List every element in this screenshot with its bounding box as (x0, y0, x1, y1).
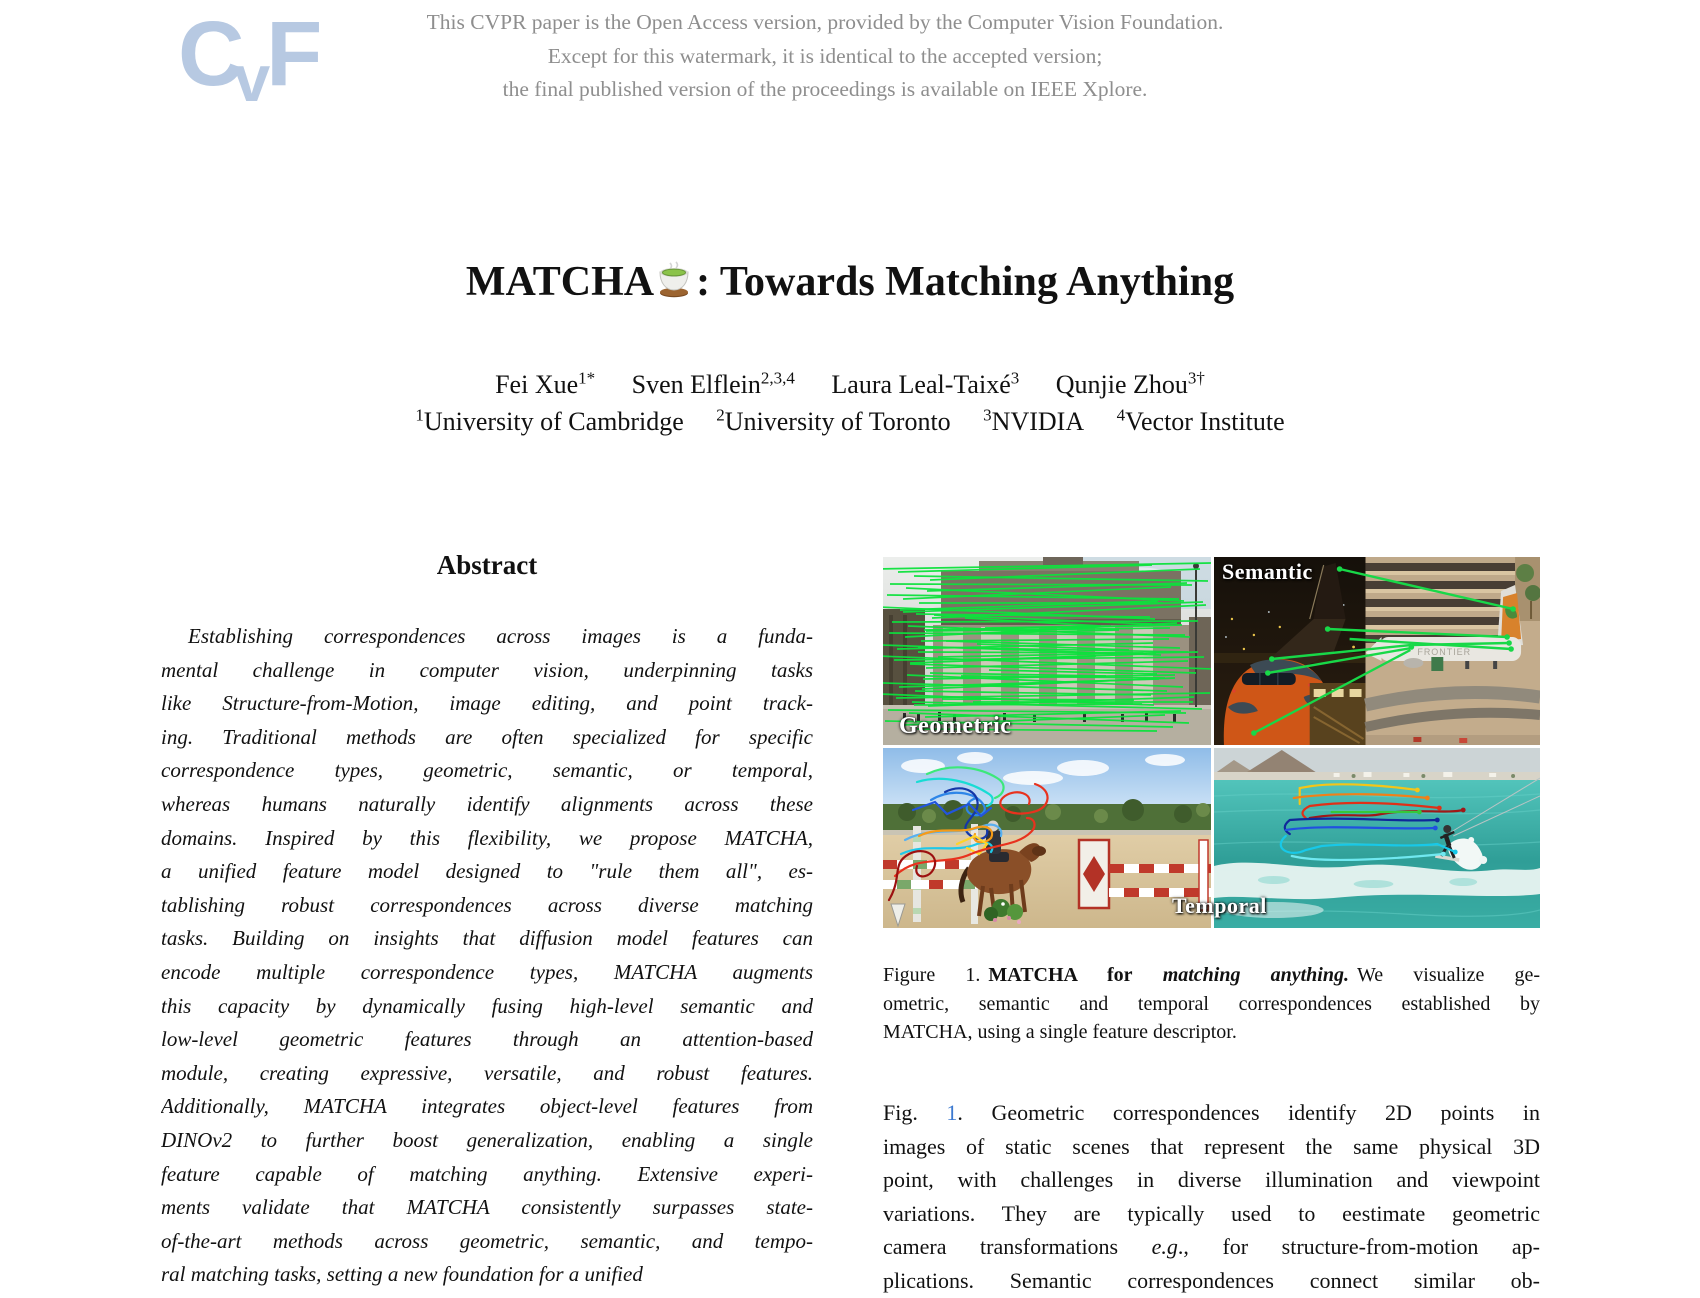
figure-label-semantic: Semantic (1222, 559, 1313, 584)
abstract-line: module, creating expressive, versatile, and robust features. (161, 1060, 813, 1085)
figure-semantic-image (1214, 557, 1540, 745)
matcha-teacup-icon (654, 260, 696, 300)
body-line: point, with challenges in diverse illumination and viewpoint (883, 1167, 1540, 1193)
author-1: Fei Xue$^{1*}$ (495, 368, 596, 399)
abstract-line: ral matching tasks, setting a new foundation for a unified (161, 1262, 643, 1287)
abstract-line: like Structure-from-Motion, image editing, and point track- (161, 691, 813, 716)
figure-horse-image (883, 748, 1211, 928)
abstract-line: mental challenge in computer vision, underpinning tasks (161, 657, 813, 682)
abstract-line: correspondence types, geometric, semantic, or temporal, (161, 758, 813, 783)
frontier-plane-text: FRONTIER (1417, 646, 1472, 658)
author-1-sup: 1* (578, 368, 596, 387)
affiliation-4: $^4$Vector Institute (1116, 405, 1285, 436)
abstract-line: encode multiple correspondence types, MATCHA augments (161, 959, 813, 984)
intro-paragraph (883, 1096, 1540, 1298)
abstract-heading: Abstract (436, 550, 538, 580)
affiliation-3: $^3$NVIDIA (983, 405, 1085, 436)
body-line: plications. Semantic correspondences connect similar ob- (883, 1267, 1540, 1293)
abstract-line: DINOv2 to further boost generalization, enabling a single (161, 1127, 813, 1152)
abstract-line: a unified feature model designed to "rule them all", es- (161, 859, 813, 884)
paper-title-rest: : Towards Matching Anything (696, 259, 1235, 305)
author-4: Qunjie Zhou$^{3\dagger}$ (1055, 368, 1205, 399)
figure-label-geometric: Geometric (899, 713, 1012, 739)
abstract-line: ments validate that MATCHA consistently surpasses state- (161, 1195, 813, 1220)
caption-line: ometric, semantic and temporal correspondences established by (883, 992, 1540, 1015)
figure-1-caption (883, 961, 1540, 1047)
abstract-line: domains. Inspired by this flexibility, we propose MATCHA, (161, 825, 813, 850)
cvf-logo-letter-f: F (266, 3, 323, 105)
cvf-logo (178, 3, 323, 115)
paper-title-word: MATCHA (465, 259, 655, 305)
figure-1 (883, 557, 1540, 928)
caption-figure-label: Figure 1. (883, 964, 981, 986)
body-line: Fig. 1. Geometric correspondences identify 2D points in (883, 1100, 1540, 1125)
body-line: camera transformations e.g., for structure-from-motion ap- (883, 1234, 1540, 1260)
abstract-line: whereas humans naturally identify alignments across these (161, 791, 813, 816)
author-3: Laura Leal-Taixé$^3$ (831, 368, 1020, 399)
author-2: Sven Elflein$^{2,3,4}$ (631, 368, 795, 399)
watermark-line-2: Except for this watermark, it is identical to the accepted version; (547, 43, 1103, 68)
caption-line: Figure 1. MATCHA for matching anything. We visualize ge- (883, 964, 1540, 986)
abstract-line: tasks. Building on insights that diffusion model features can (161, 926, 813, 951)
body-line: images of static scenes that represent the same physical 3D (883, 1133, 1540, 1159)
cvf-logo-letter-c: C (178, 3, 236, 105)
figure-label-temporal: Temporal (1172, 893, 1267, 918)
abstract-line: Additionally, MATCHA integrates object-level features from (161, 1094, 813, 1119)
author-4-sup: 3† (1187, 368, 1205, 387)
affiliation-2: $^2$University of Toronto (716, 405, 951, 436)
abstract-line: ing. Traditional methods are often specialized for specific (161, 724, 813, 749)
abstract-text (161, 620, 813, 1292)
caption-line: MATCHA, using a single feature descriptor. (883, 1021, 1237, 1044)
watermark-line-3: the final published version of the proceedings is available on IEEE Xplore. (502, 77, 1148, 101)
watermark-line-1: This CVPR paper is the Open Access version, provided by the Computer Vision Foundation. (426, 10, 1224, 34)
author-3-sup: 3 (1010, 368, 1020, 387)
author-list (0, 368, 1700, 400)
abstract-line: feature capable of matching anything. Extensive experi- (161, 1161, 813, 1186)
affiliation-list (0, 405, 1700, 437)
figure-1-reference-link[interactable]: 1 (946, 1100, 958, 1125)
abstract-line: low-level geometric features through an attention-based (161, 1027, 813, 1052)
cvf-logo-letter-v: v (233, 41, 267, 115)
body-line: variations. They are typically used to eestimate geometric (883, 1200, 1540, 1226)
abstract-line: this capacity by dynamically fusing high-level semantic and (161, 993, 813, 1018)
author-2-sup: 2,3,4 (760, 368, 795, 387)
cvf-watermark (325, 6, 1325, 107)
affiliation-1: $^1$University of Cambridge (415, 405, 684, 436)
abstract-line: tablishing robust correspondences across diverse matching (161, 892, 813, 917)
abstract-line: Establishing correspondences across images is a funda- (188, 624, 813, 648)
abstract-line: of-the-art methods across geometric, semantic, and tempo- (161, 1228, 813, 1253)
paper-title (0, 258, 1700, 306)
